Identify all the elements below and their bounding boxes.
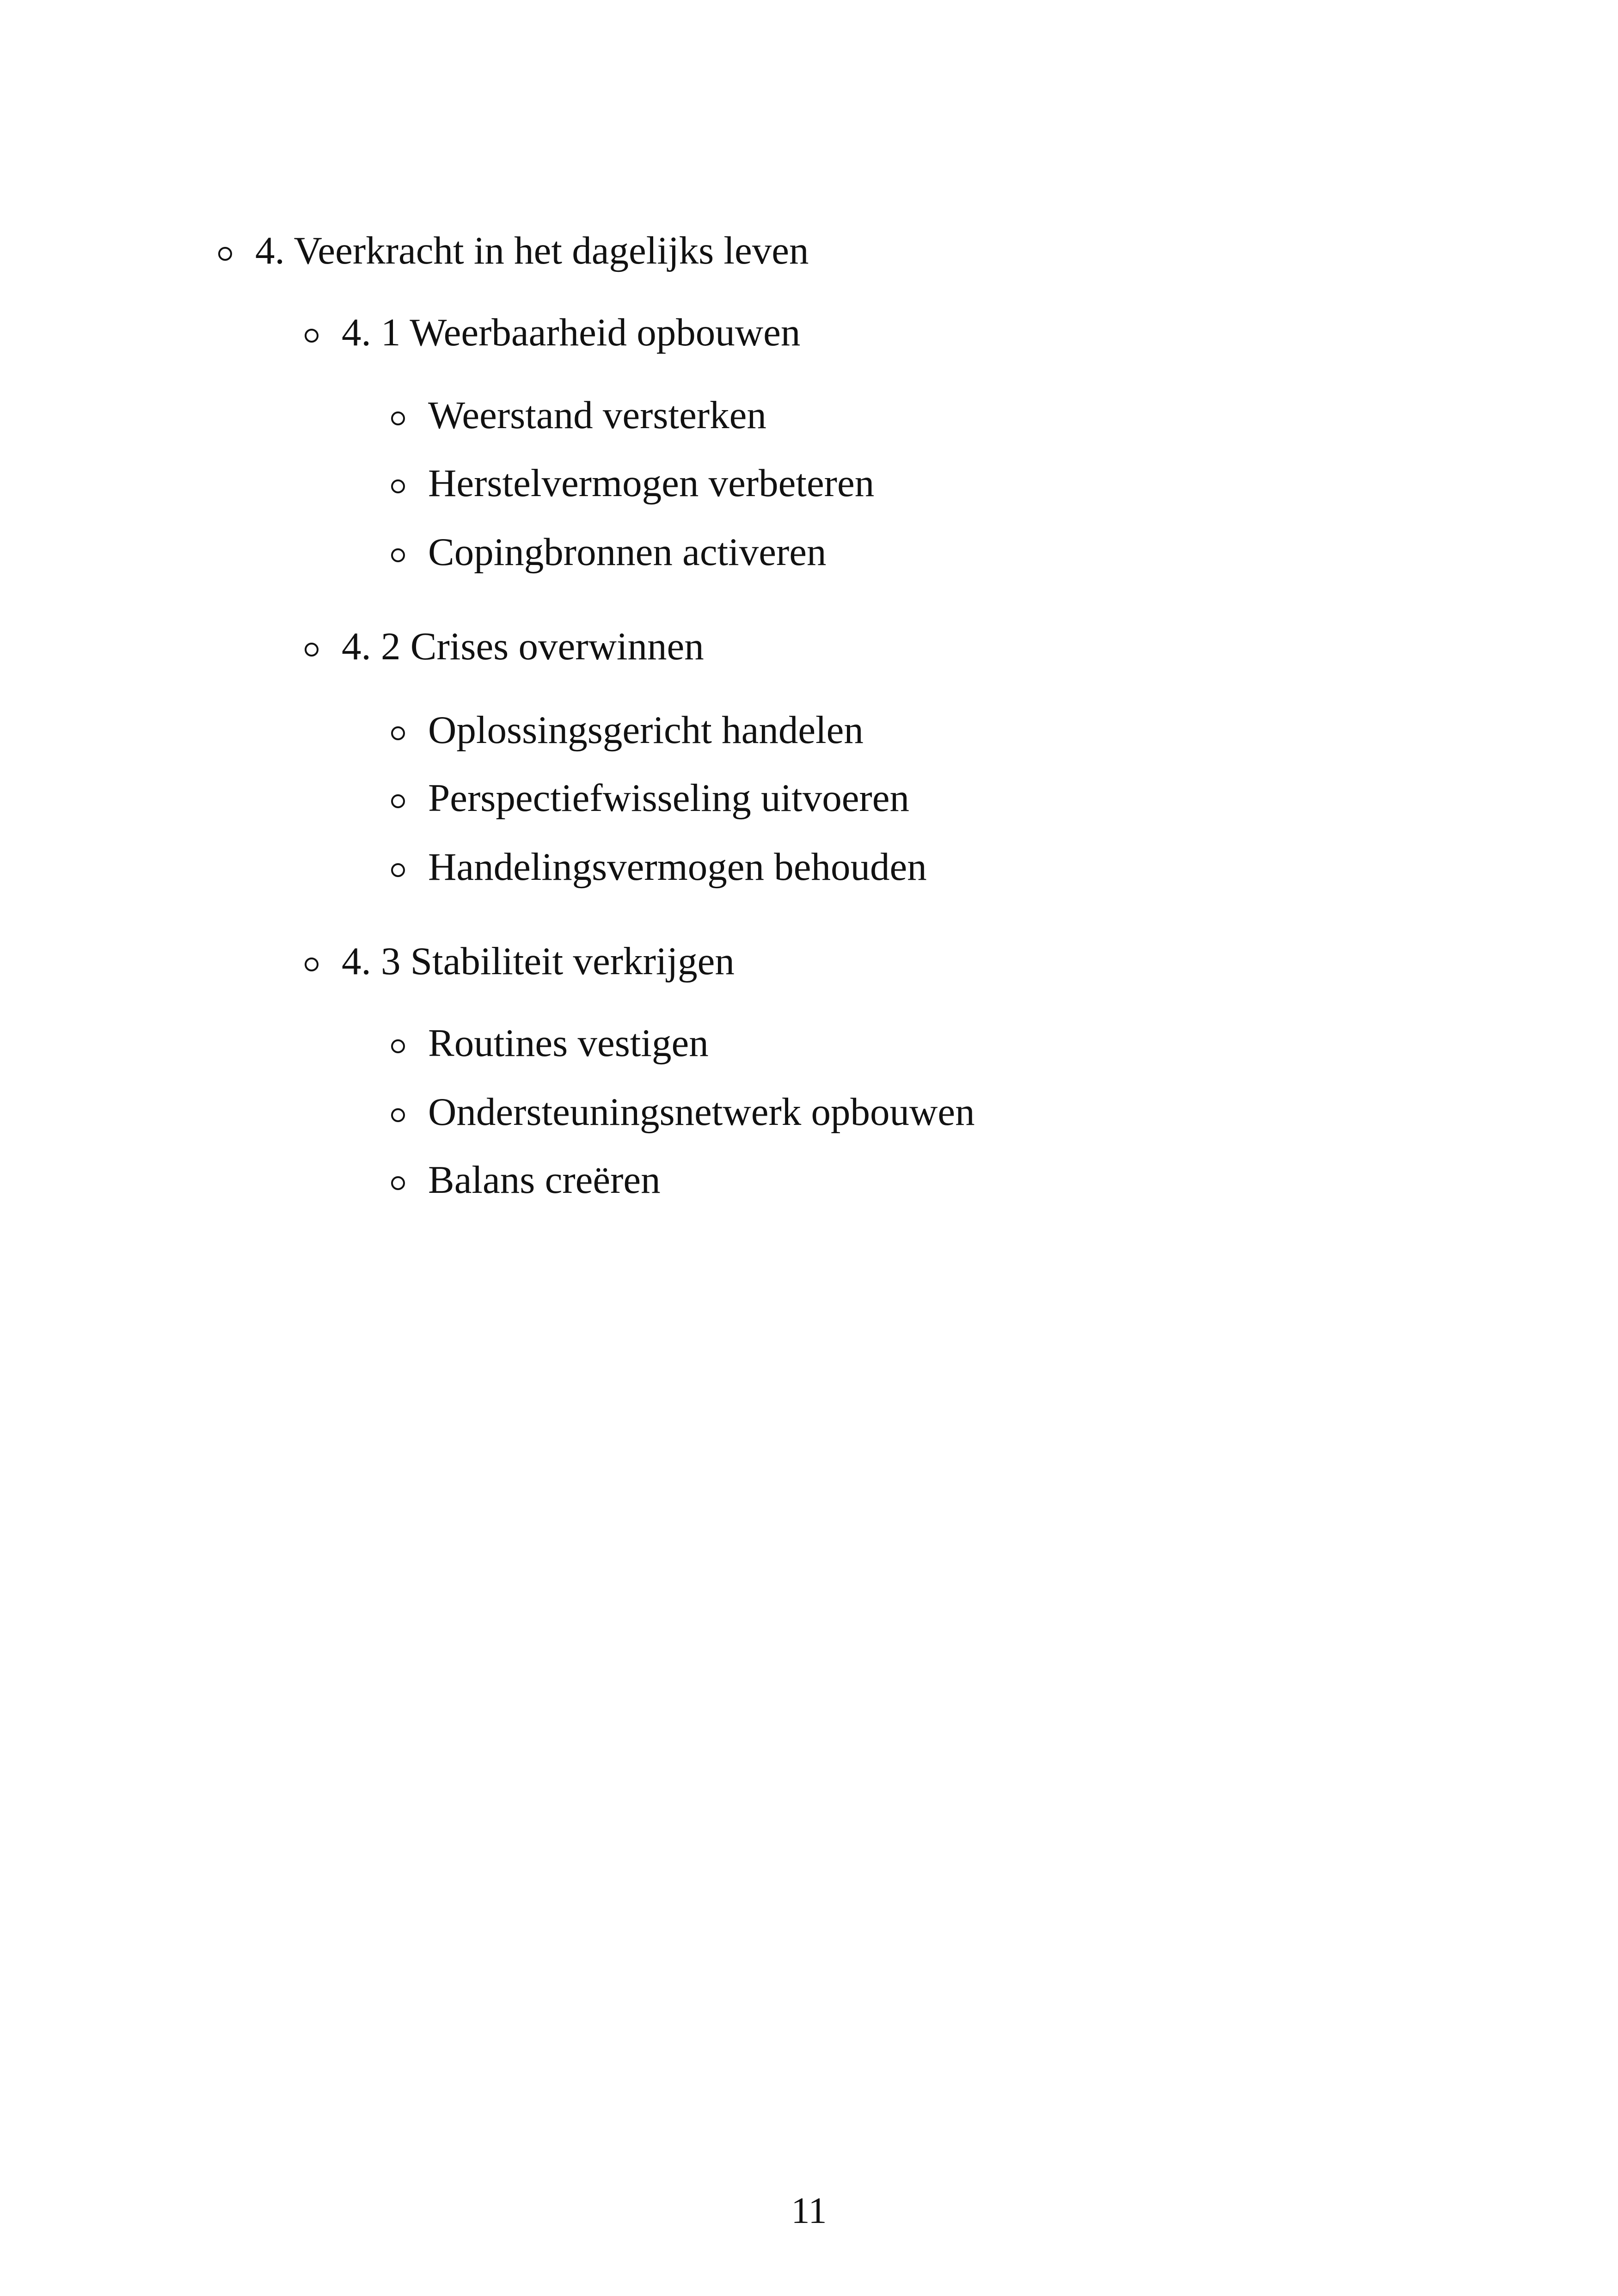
bullet-icon	[391, 726, 405, 740]
bullet-icon	[305, 329, 319, 343]
list-item: Ondersteuningsnetwerk opbouwen	[428, 1090, 975, 1134]
bullet-icon	[391, 1039, 405, 1053]
section-heading: 4. 1 Weerbaarheid opbouwen	[342, 311, 801, 354]
bullet-icon	[305, 643, 319, 657]
list-item: Perspectiefwisseling uitvoeren	[428, 776, 909, 820]
list-item: Routines vestigen	[428, 1021, 709, 1065]
section-heading: 4. 2 Crises overwinnen	[342, 625, 704, 668]
bullet-icon	[218, 247, 232, 261]
section-heading: 4. 3 Stabiliteit verkrijgen	[342, 939, 735, 983]
list-item: Handelingsvermogen behouden	[428, 845, 927, 889]
bullet-icon	[391, 1108, 405, 1122]
bullet-icon	[391, 794, 405, 808]
bullet-icon	[391, 479, 405, 493]
bullet-icon	[391, 1176, 405, 1190]
bullet-icon	[391, 548, 405, 562]
list-item: Copingbronnen activeren	[428, 530, 827, 574]
bullet-icon	[305, 958, 319, 971]
page-number: 11	[791, 2191, 827, 2231]
outline-title: 4. Veerkracht in het dagelijks leven	[255, 229, 809, 272]
list-item: Weerstand versterken	[428, 393, 766, 437]
bullet-icon	[391, 411, 405, 425]
list-item: Herstelvermogen verbeteren	[428, 461, 875, 505]
list-item: Balans creëren	[428, 1158, 661, 1202]
bullet-icon	[391, 863, 405, 877]
list-item: Oplossingsgericht handelen	[428, 708, 864, 752]
